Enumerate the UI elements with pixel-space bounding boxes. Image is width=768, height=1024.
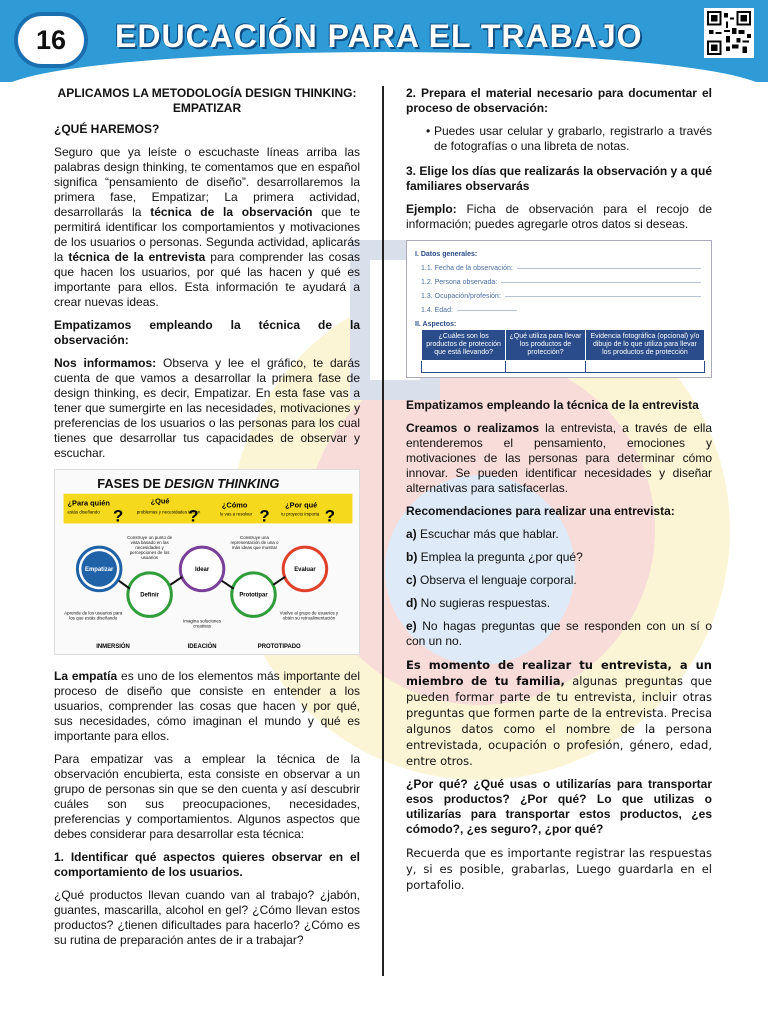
- materials-bullet: • Puedes usar celular y grabarlo, registrarlo a través de fotografías o una libreta de notas.: [406, 124, 712, 154]
- desc-evaluar: Vuelve al grupo de usuarios y obtén su retroalimentación: [279, 610, 339, 621]
- recommendations-heading: Recomendaciones para realizar una entrevista:: [406, 504, 675, 518]
- question-1: ¿Para quién: [67, 498, 110, 508]
- desc-empatizar: Aprende de los usuarios para los que estás diseñando: [64, 610, 123, 621]
- page-number-badge: 16: [14, 12, 88, 68]
- left-column: [54, 86, 360, 956]
- aspects-table: [421, 329, 705, 373]
- svg-text:?: ?: [188, 506, 199, 526]
- form-section-general: I. Datos generales:: [415, 251, 478, 258]
- recommendation-b: b) Emplea la pregunta ¿por qué?: [406, 550, 583, 564]
- diagram-title-em: DESIGN THINKING: [164, 475, 280, 491]
- question-4-sub: tu proyecto importa: [281, 511, 320, 517]
- intro-text: Seguro que ya leíste o escuchaste líneas arriba las palabras design thinking, te comentamos que en español significa “pensamiento de diseño”. desarrollaremos la primera fase, Empatizar; La primera actividad, desarrollarás la: [54, 145, 360, 219]
- interview-heading: Empatizamos empleando la técnica de la entrevista: [406, 398, 699, 412]
- recommendation-e: e) No hagas preguntas que se responden con un sí o con un no.: [406, 619, 712, 648]
- svg-text:?: ?: [324, 506, 335, 526]
- recommendation-d: d) No sugieras respuestas.: [406, 596, 551, 610]
- design-thinking-diagram: [54, 469, 360, 655]
- form-row-label: 1.3. Ocupación/profesión:: [421, 293, 501, 300]
- observation-heading: Empatizamos empleando la técnica de la observación:: [54, 318, 360, 347]
- step-2-heading: 2. Prepara el material necesario para documentar el proceso de observación:: [406, 86, 712, 115]
- form-row-label: 1.1. Fecha de la observación:: [421, 265, 513, 272]
- form-section-aspects: II. Aspectos:: [415, 321, 457, 328]
- intro-paragraph: [54, 145, 360, 310]
- phase-ideation: IDEACIÓN: [187, 644, 217, 651]
- nos-informamos-text: Observa y lee el gráfico, te darás cuenta de que vamos a desarrollar la primera fase de design thinking, es decir, Empatizar. En esta fase vas a tener que sumergirte en las necesidades, motivaciones y preferencias de los usuarios o las personas para los cual tienes que desarrollar tus capacidades de observar y escuchar.: [54, 356, 360, 460]
- desc-idear: Imagina soluciones creativas: [182, 618, 222, 629]
- nos-informamos-paragraph: [54, 356, 360, 461]
- svg-text:?: ?: [113, 506, 124, 526]
- form-row: [421, 275, 701, 290]
- phase-prototyping: PROTOTIPADO: [257, 644, 301, 651]
- aspects-col-1: ¿Cuáles son los productos de protección que está llevando?: [422, 330, 506, 361]
- section-heading: APLICAMOS LA METODOLOGÍA DESIGN THINKING: EMPATIZAR: [57, 86, 357, 115]
- form-row: [421, 303, 701, 318]
- question-3: ¿Cómo: [221, 500, 248, 510]
- observation-technique-paragraph: Para empatizar vas a emplear la técnica de la observación encubierta, esta consiste en observar a un grupo de personas sin que se den cuenta y así descubrir cuáles son sus preocupaciones, necesidades, preferencias y comportamientos. Algunos aspectos que debes considerar para desarrollar esta técnica:: [54, 752, 360, 841]
- observation-form: [406, 240, 712, 378]
- svg-text:?: ?: [259, 506, 270, 526]
- right-column: [406, 86, 712, 901]
- question-4: ¿Por qué: [285, 500, 318, 510]
- qr-code-icon: [704, 8, 754, 58]
- example-label: Ejemplo:: [406, 202, 457, 216]
- empatia-text: es uno de los elementos más importante del proceso de diseño que consiste en entender a los usuarios, comprender las cosas que hacen y por qué, sus necesidades, cómo imaginan el mundo y qué es importante para ellos.: [54, 669, 360, 743]
- svg-text:Empatizar: Empatizar: [85, 566, 114, 573]
- intro-text: para comprender las cosas que hacen los usuarios, por qué las hacen y qué es importante para ellos. Esta información te ayudará a crear nuevas ideas.: [54, 250, 360, 309]
- diagram-title: FASES DE: [97, 475, 165, 491]
- column-divider: [382, 86, 384, 976]
- reminder-paragraph: Recuerda que es importante registrar las respuestas y, si es posible, grabarlas, Luego guardarla en el portafolio.: [406, 846, 712, 892]
- empatia-label: La empatía: [54, 669, 118, 683]
- intro-bold: técnica de la observación: [150, 205, 313, 219]
- node-idear: Idear: [194, 566, 210, 573]
- form-row-label: 1.2. Persona observada:: [421, 279, 498, 286]
- desc-prototipar: Construye una representación de una o más ideas que mostrar: [230, 535, 279, 551]
- node-prototipar: Prototipar: [239, 592, 268, 599]
- phase-immersion: INMERSIÓN: [96, 644, 130, 651]
- header-wave: [0, 52, 768, 82]
- node-definir: Definir: [140, 592, 160, 599]
- creamos-label: Creamos o realizamos: [406, 421, 540, 435]
- question-2: ¿Qué: [150, 496, 170, 506]
- question-3-sub: lo vas a resolver: [219, 511, 253, 517]
- example-text: Ficha de observación para el recojo de información; puedes agregarle otros datos si deseas.: [406, 202, 712, 231]
- form-row-label: 1.4. Edad:: [421, 307, 453, 314]
- empatia-paragraph: [54, 669, 360, 744]
- intro-text: que te permitirá identificar los comportamientos y motivaciones de los usuarios o personas. Segunda actividad, aplicarás la: [54, 205, 361, 264]
- step-1-heading: 1. Identificar qué aspectos quieres observar en el comportamiento de los usuarios.: [54, 850, 360, 879]
- aspects-col-3: Evidencia fotográfica (opcional) y/o dibujo de lo que utiliza para llevar los productos de protección: [585, 330, 704, 361]
- node-evaluar: Evaluar: [294, 566, 316, 573]
- recommendation-c: c) Observa el lenguaje corporal.: [406, 573, 577, 587]
- page-title: EDUCACIÓN PARA EL TRABAJO: [115, 18, 643, 54]
- question-2-sub: problemas y necesidades tienen: [136, 509, 201, 515]
- step-3-heading: 3. Elige los días que realizarás la observación y a qué familiares observarás: [406, 164, 712, 193]
- recommendation-a: a) Escuchar más que hablar.: [406, 527, 559, 541]
- aspects-col-2: ¿Qué utiliza para llevar los productos de protección?: [506, 330, 586, 361]
- svg-text:FASES DE DESIGN THINKING: [97, 476, 279, 491]
- creamos-paragraph: [406, 421, 712, 496]
- question-1-sub: estás diseñando: [67, 509, 100, 515]
- interview-questions: ¿Por qué? ¿Qué usas o utilizarías para transportar esos productos? ¿Por qué? Lo que utilizas o utilizarías para transportar estos productos, ¿es cómodo?, ¿es seguro?, ¿por qué?: [406, 777, 712, 836]
- step-1-questions: ¿Qué productos llevan cuando van al trabajo? ¿jabón, guantes, mascarilla, alcohol en gel? ¿Cómo llevan estos productos? ¿tienen dificultades para hacerlo? ¿Cómo es su rutina de preparación antes de ir a trabajar?: [54, 888, 360, 947]
- example-paragraph: [406, 202, 712, 232]
- interview-instructions: [406, 657, 712, 769]
- form-row: [421, 289, 701, 304]
- interview-instructions-text: algunas preguntas que pueden formar parte de tu entrevista, incluir otras preguntas que formen parte de la entrevista. Precisa algunos datos como el nombre de la persona entrevistada, ocupación o profesión, género, edad, entre otros.: [406, 674, 712, 768]
- desc-definir: Construye un punto de vista basado en las necesidades y percepciones de los usuarios: [127, 535, 173, 561]
- what-we-will-do-heading: ¿QUÉ HAREMOS?: [54, 122, 160, 136]
- nos-informamos-label: Nos informamos:: [54, 356, 157, 370]
- interview-instructions-bold: Es momento de realizar tu entrevista, a un miembro de tu familia,: [406, 658, 712, 688]
- intro-bold: técnica de la entrevista: [68, 250, 206, 264]
- creamos-text: la entrevista, a través de ella entenderemos el pensamiento, emociones y motivaciones de las personas para determinar cómo innovar. Se pueden identificar necesidades y diseñar alternativas para satisfacerlas.: [406, 421, 712, 495]
- form-row: [421, 261, 701, 276]
